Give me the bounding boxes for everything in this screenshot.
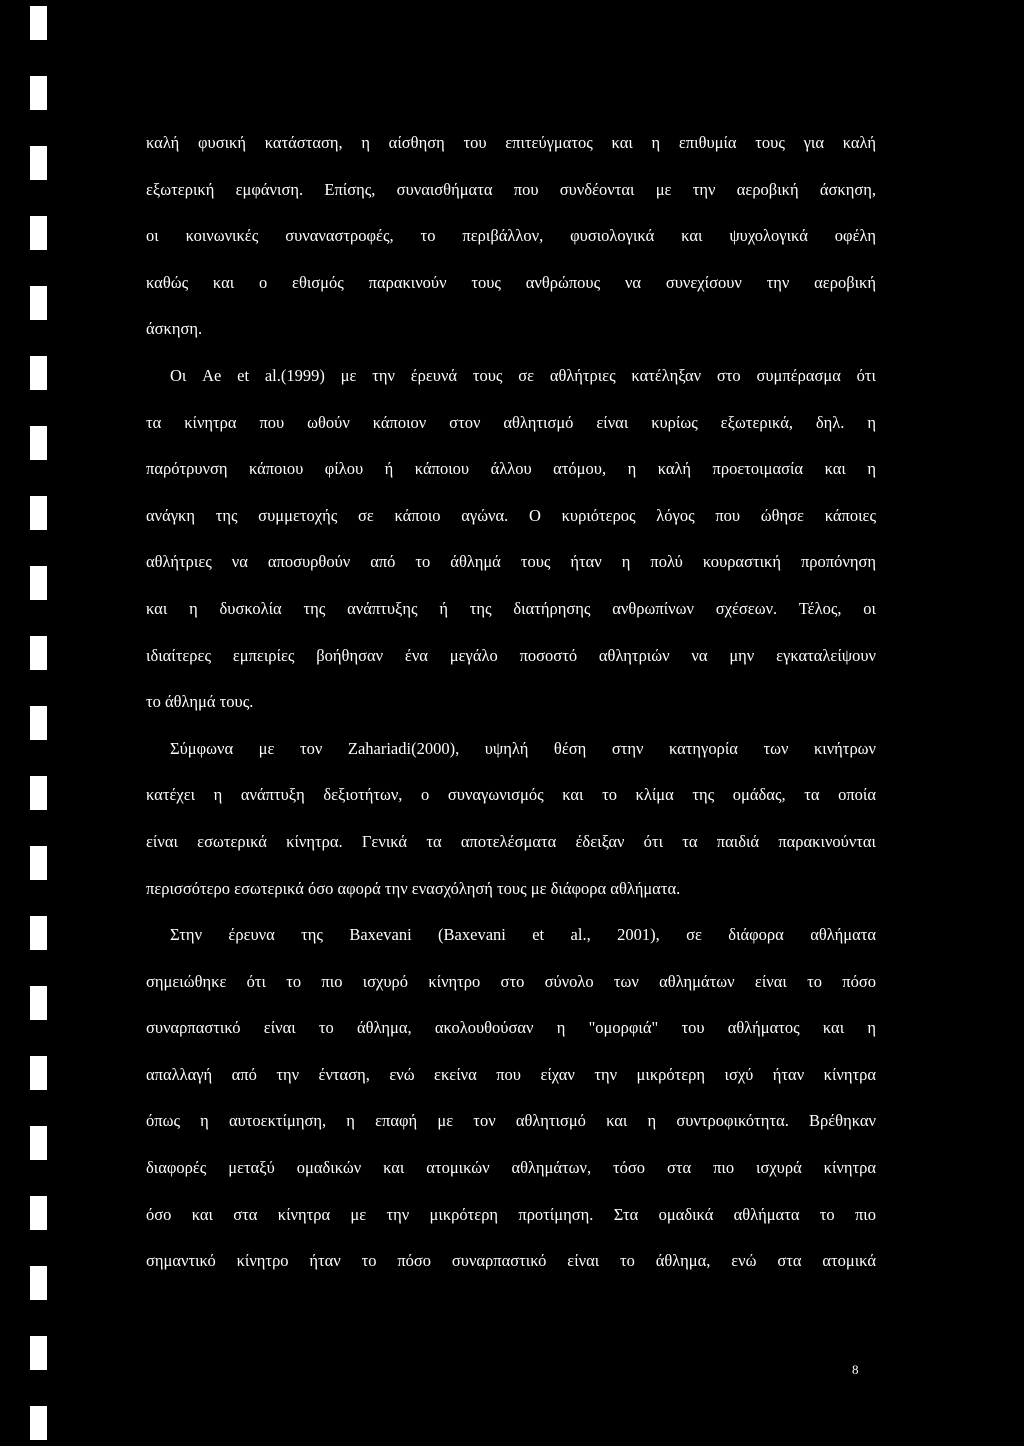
sprocket-hole — [30, 1266, 47, 1300]
text-line: καθώς και ο εθισμός παρακινούν τους ανθρώπους να συνεχίσουν την αεροβική — [146, 272, 876, 292]
sprocket-hole — [30, 146, 47, 180]
document-body — [146, 120, 876, 1285]
text-line: σημειώθηκε ότι το πιο ισχυρό κίνητρο στο σύνολο των αθλημάτων είναι το πόσο — [146, 971, 876, 991]
sprocket-hole — [30, 356, 47, 390]
sprocket-hole — [30, 1196, 47, 1230]
text-line: σημαντικό κίνητρο ήταν το πόσο συναρπαστικό είναι το άθλημα, ενώ στα ατομικά — [146, 1251, 876, 1271]
text-line: Οι Ae et al.(1999) με την έρευνά τους σε αθλήτριες κατέληξαν στο συμπέρασμα ότι — [170, 365, 876, 385]
text-line: εξωτερική εμφάνιση. Επίσης, συναισθήματα που συνδέονται με την αεροβική άσκηση, — [146, 179, 876, 199]
sprocket-hole — [30, 846, 47, 880]
text-line: απαλλαγή από την ένταση, ενώ εκείνα που είχαν την μικρότερη ισχύ ήταν κίνητρα — [146, 1064, 876, 1084]
text-line: όσο και στα κίνητρα με την μικρότερη προτίμηση. Στα ομαδικά αθλήματα το πιο — [146, 1204, 876, 1224]
text-line: άσκηση. — [146, 319, 203, 339]
text-line: ιδιαίτερες εμπειρίες βοήθησαν ένα μεγάλο ποσοστό αθλητριών να μην εγκαταλείψουν — [146, 645, 876, 665]
text-line: ανάγκη της συμμετοχής σε κάποιο αγώνα. Ο κυριότερος λόγος που ώθησε κάποιες — [146, 505, 876, 525]
text-line: κατέχει η ανάπτυξη δεξιοτήτων, ο συναγωνισμός και το κλίμα της ομάδας, τα οποία — [146, 785, 876, 805]
sprocket-hole — [30, 216, 47, 250]
text-line: διαφορές μεταξύ ομαδικών και ατομικών αθλημάτων, τόσο στα πιο ισχυρά κίνητρα — [146, 1158, 876, 1178]
text-line: το άθλημά τους. — [146, 692, 254, 712]
text-line: περισσότερο εσωτερικά όσο αφορά την ενασχόλησή τους με διάφορα αθλήματα. — [146, 878, 681, 898]
text-line: οι κοινωνικές συναναστροφές, το περιβάλλον, φυσιολογικά και ψυχολογικά οφέλη — [146, 226, 876, 246]
text-line: είναι εσωτερικά κίνητρα. Γενικά τα αποτελέσματα έδειξαν ότι τα παιδιά παρακινούνται — [146, 831, 876, 851]
sprocket-hole — [30, 776, 47, 810]
text-line: καλή φυσική κατάσταση, η αίσθηση του επιτεύγματος και η επιθυμία τους για καλή — [146, 133, 876, 152]
text-line: Σύμφωνα με τον Zahariadi(2000), υψηλή θέση στην κατηγορία των κινήτρων — [170, 738, 876, 758]
sprocket-hole — [30, 426, 47, 460]
film-strip-border — [30, 0, 50, 1446]
sprocket-hole — [30, 916, 47, 950]
page-number: 8 — [852, 1362, 859, 1377]
sprocket-hole — [30, 286, 47, 320]
sprocket-hole — [30, 6, 47, 40]
text-line: και η δυσκολία της ανάπτυξης ή της διατήρησης ανθρωπίνων σχέσεων. Τέλος, οι — [146, 598, 876, 618]
sprocket-hole — [30, 1126, 47, 1160]
text-line: όπως η αυτοεκτίμηση, η επαφή με τον αθλητισμό και η συντροφικότητα. Βρέθηκαν — [146, 1111, 876, 1131]
sprocket-hole — [30, 496, 47, 530]
text-line: συναρπαστικό είναι το άθλημα, ακολουθούσαν η "ομορφιά" του αθλήματος και η — [146, 1018, 876, 1038]
sprocket-hole — [30, 566, 47, 600]
sprocket-hole — [30, 76, 47, 110]
sprocket-hole — [30, 636, 47, 670]
sprocket-hole — [30, 986, 47, 1020]
sprocket-hole — [30, 1406, 47, 1440]
sprocket-hole — [30, 706, 47, 740]
text-line: τα κίνητρα που ωθούν κάποιον στον αθλητισμό είναι κυρίως εξωτερικά, δηλ. η — [146, 412, 876, 432]
text-line: παρότρυνση κάποιου φίλου ή κάποιου άλλου ατόμου, η καλή προετοιμασία και η — [146, 459, 876, 479]
sprocket-hole — [30, 1336, 47, 1370]
sprocket-hole — [30, 1056, 47, 1090]
text-line: Στην έρευνα της Baxevani (Baxevani et al., 2001), σε διάφορα αθλήματα — [170, 925, 876, 945]
text-line: αθλήτριες να αποσυρθούν από το άθλημά τους ήταν η πολύ κουραστική προπόνηση — [146, 552, 876, 572]
